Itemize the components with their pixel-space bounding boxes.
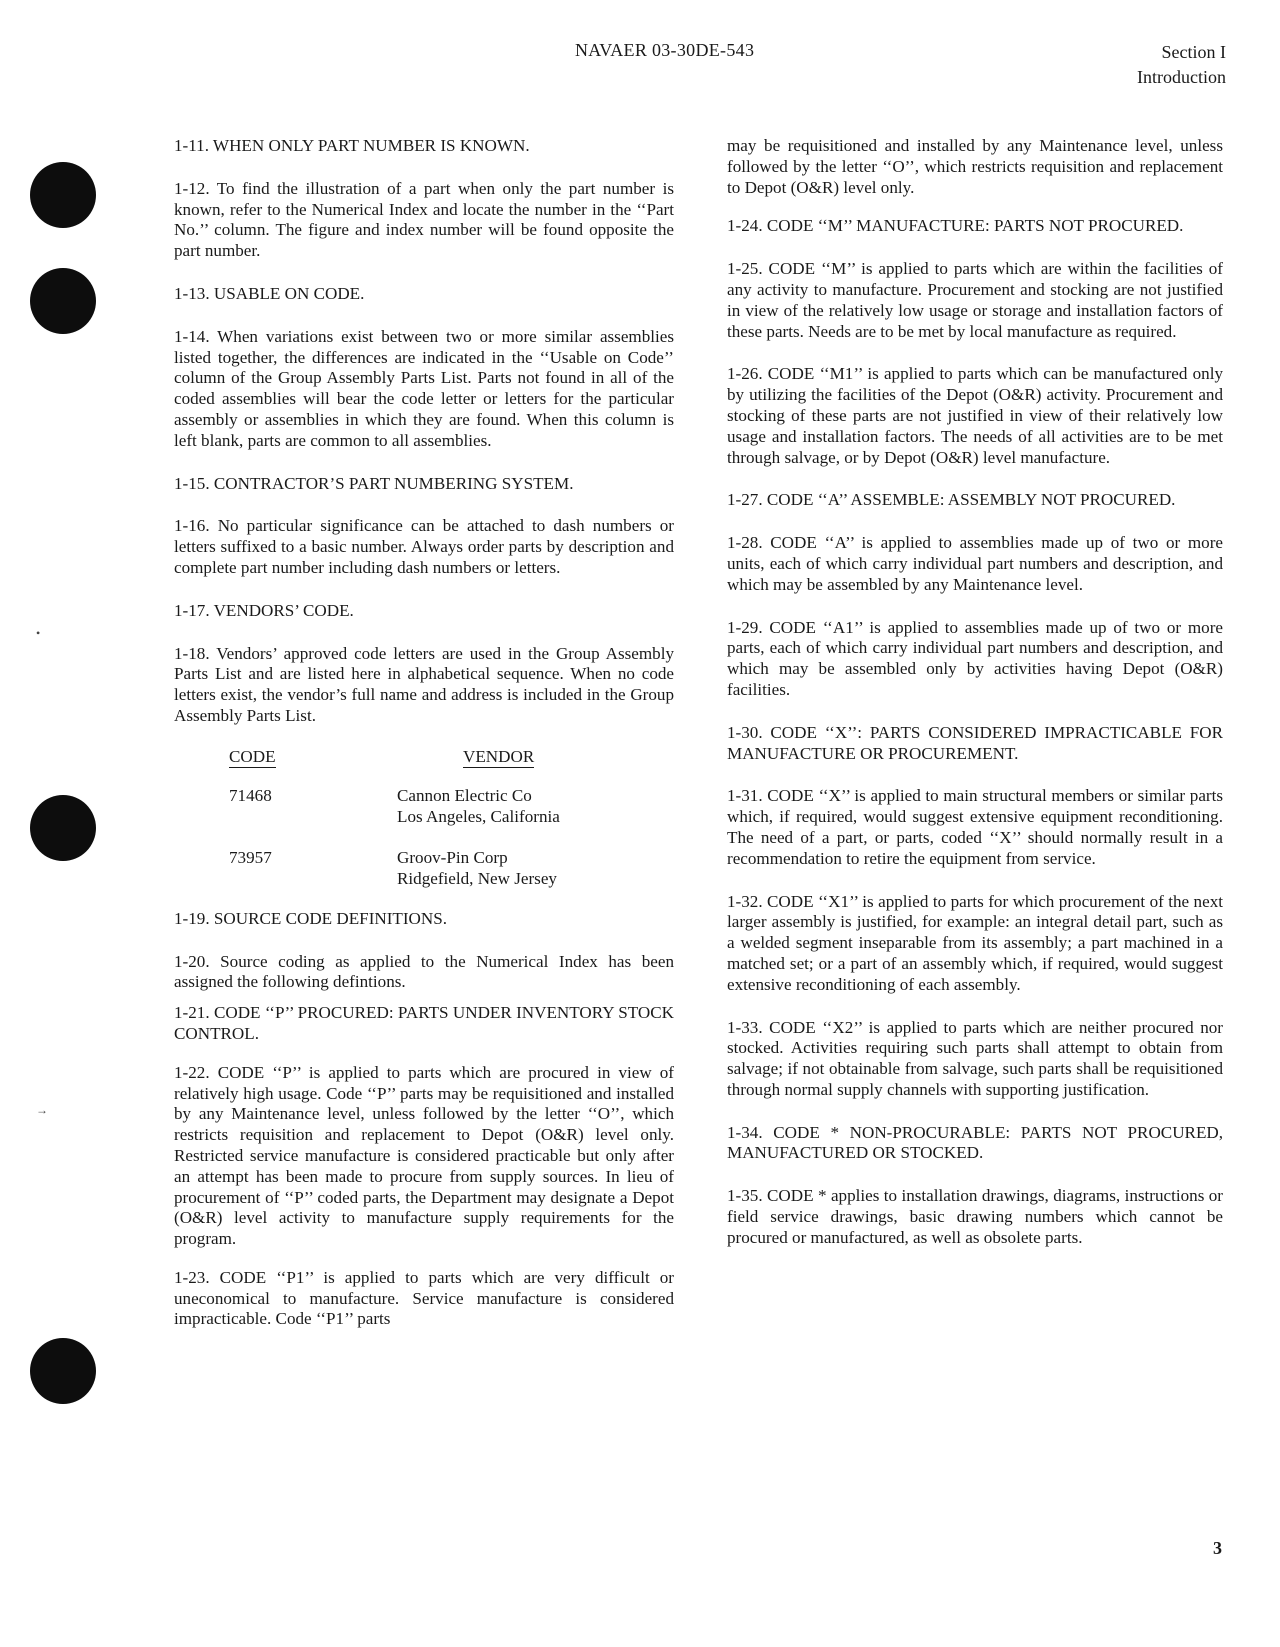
para-1-29: 1-29. CODE ‘‘A1’’ is applied to assemblies made up of two or more parts, each of which carry individual part numbers and description, and which may be assembled only by activities having Depot (O&R) facilities. [727,617,1223,699]
vendor-location: Los Angeles, California [397,806,560,826]
vendor-code: 73957 [229,847,272,867]
page-number: 3 [1213,1538,1222,1558]
para-1-23-continued: may be requisitioned and installed by any Maintenance level, unless followed by the letter ‘‘O’’, which restricts requisition and replacement to Depot (O&R) level only. [727,136,1223,197]
vendor-code: 71468 [229,785,272,805]
para-1-31: 1-31. CODE ‘‘X’’ is applied to main structural members or similar parts which, if required, would suggest extensive equipment reconditioning. The need of a part, or parts, coded ‘‘X’’ should normally result in a recommendation to retire the equipment from service. [727,786,1223,868]
heading-1-27: 1-27. CODE ‘‘A’’ ASSEMBLE: ASSEMBLY NOT PROCURED. [727,490,1176,510]
para-1-33: 1-33. CODE ‘‘X2’’ is applied to parts which are neither procured nor stocked. Activities requiring such parts shall attempt to obtain from salvage; if not obtainable from salvage, such parts shall be requisitioned through normal supply channels with supporting justification. [727,1017,1223,1099]
para-1-20: 1-20. Source coding as applied to the Numerical Index has been assigned the following defintions. [174,951,674,992]
vendor-table [229,747,674,889]
heading-1-34: 1-34. CODE * NON-PROCURABLE: PARTS NOT PROCURED, MANUFACTURED OR STOCKED. [727,1122,1223,1163]
section-title: Introduction [1137,67,1226,87]
vendor-table-header [229,747,674,767]
column-header-vendor: VENDOR [463,746,535,766]
column-header-code: CODE [229,746,276,766]
heading-1-30: 1-30. CODE ‘‘X’’: PARTS CONSIDERED IMPRACTICABLE FOR MANUFACTURE OR PROCUREMENT. [727,722,1223,763]
para-1-35: 1-35. CODE * applies to installation drawings, diagrams, instructions or field service drawings, basic drawing numbers which cannot be procured or manufactured, as well as obsolete parts. [727,1186,1223,1247]
para-1-23: 1-23. CODE ‘‘P1’’ is applied to parts which are very difficult or uneconomical to manufacture. Service manufacture is considered impracticable. Code ‘‘P1’’ parts [174,1267,674,1329]
para-1-18: 1-18. Vendors’ approved code letters are used in the Group Assembly Parts List and are listed here in alphabetical sequence. When no code letters exist, the vendor’s full name and address is included in the Group Assembly Parts List. [174,643,674,725]
margin-mark: • [36,626,41,640]
vendor-name: Groov-Pin Corp [397,847,508,867]
binder-hole [30,268,96,334]
section-label: Section I [1161,42,1226,62]
margin-mark: → [36,1103,48,1117]
vendor-name: Cannon Electric Co [397,785,532,805]
para-1-32: 1-32. CODE ‘‘X1’’ is applied to parts for which procurement of the next larger assembly is justified, for example: an integral detail part, such as a welded segment inseparable from its assembly; a part machined in a matched set; or a part of an assembly which, if required, would suggest extensive reconditioning of each assembly. [727,891,1223,994]
binder-hole [30,1338,96,1404]
heading-1-17: 1-17. VENDORS’ CODE. [174,600,354,620]
right-column [727,136,1223,1249]
para-1-22: 1-22. CODE ‘‘P’’ is applied to parts which are procured in view of relatively high usage. Code ‘‘P’’ parts may be requisitioned and installed by any Maintenance level, unless followed by the letter ‘‘O’’, which restricts requisition and replacement to Depot (O&R) level only. Restricted service manufacture is considered practicable but only after an attempt has been made to procure from supply sources. In lieu of procurement of ‘‘P’’ coded parts, the Department may designate a Depot (O&R) level activity to manufacture supply requirements for the program. [174,1062,674,1249]
left-column [174,136,674,1330]
para-1-28: 1-28. CODE ‘‘A’’ is applied to assemblies made up of two or more units, each of which carry individual part numbers and description, and which may be assembled by any Maintenance level. [727,533,1223,594]
table-row [229,785,674,827]
heading-1-24: 1-24. CODE ‘‘M’’ MANUFACTURE: PARTS NOT PROCURED. [727,216,1184,236]
para-1-14: 1-14. When variations exist between two or more similar assemblies listed together, the differences are indicated in the ‘‘Usable on Code’’ column of the Group Assembly Parts List. Parts not found in all of the coded assemblies will bear the code letter or letters for the particular assembly or assemblies in which they are found. When this column is left blank, parts are common to all assemblies. [174,326,674,450]
table-row [229,847,674,889]
document-number: NAVAER 03-30DE-543 [575,40,755,60]
para-1-25: 1-25. CODE ‘‘M’’ is applied to parts which are within the facilities of any activity to manufacture. Procurement and stocking are not justified in view of the relatively low usage or storage and installation factors of these parts. Needs are to be met by local manufacture as required. [727,259,1223,341]
section-header [1137,40,1226,90]
heading-1-13: 1-13. USABLE ON CODE. [174,283,365,303]
heading-1-21: 1-21. CODE ‘‘P’’ PROCURED: PARTS UNDER INVENTORY STOCK CONTROL. [174,1003,674,1043]
vendor-location: Ridgefield, New Jersey [397,868,557,888]
binder-hole [30,162,96,228]
binder-hole [30,795,96,861]
heading-1-11: 1-11. WHEN ONLY PART NUMBER IS KNOWN. [174,136,530,155]
heading-1-19: 1-19. SOURCE CODE DEFINITIONS. [174,908,448,928]
para-1-26: 1-26. CODE ‘‘M1’’ is applied to parts which can be manufactured only by utilizing the facilities of the Depot (O&R) activity. Procurement and stocking of these parts are not justified in view of their relatively low usage and installation factors. The needs of all activities are to be met through salvage, or by Depot (O&R) level manufacture. [727,364,1223,467]
heading-1-15: 1-15. CONTRACTOR’S PART NUMBERING SYSTEM. [174,473,574,493]
para-1-12: 1-12. To find the illustration of a part when only the part number is known, refer to the Numerical Index and locate the number in the ‘‘Part No.’’ column. The figure and index number will be found opposite the part number. [174,178,674,261]
para-1-16: 1-16. No particular significance can be attached to dash numbers or letters suffixed to a basic number. Always order parts by description and complete part number including dash numbers or letters. [174,516,674,577]
